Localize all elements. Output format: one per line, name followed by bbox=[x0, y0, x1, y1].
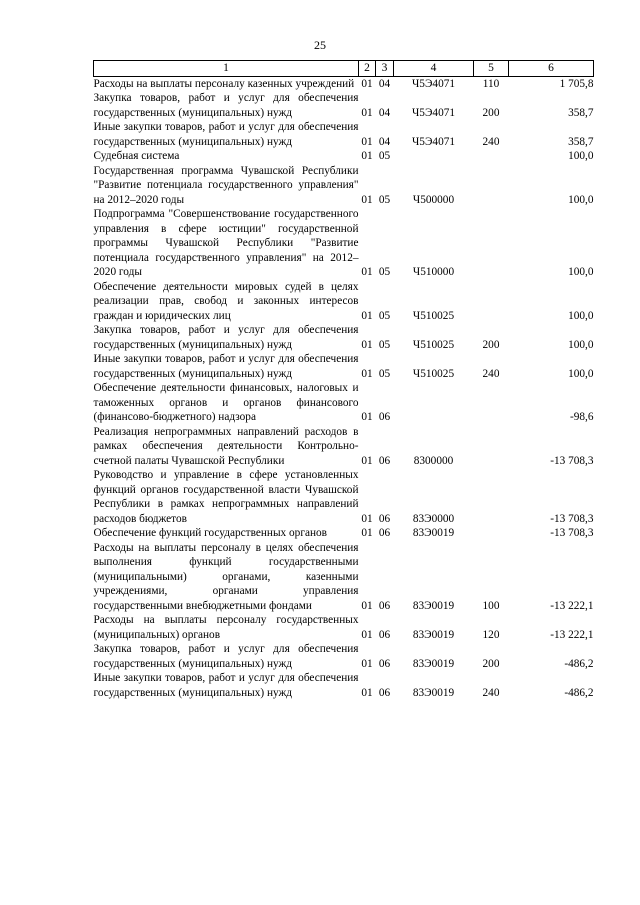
row-name-cell: Закупка товаров, работ и услуг для обеспечения государственных (муниципальных) нужд bbox=[93, 324, 359, 351]
row-name-cell: Обеспечение деятельности мировых судей в целях реализации прав, свобод и законных интересов граждан и юридических лиц bbox=[93, 280, 359, 322]
page-number: 25 bbox=[314, 38, 326, 52]
table-row bbox=[94, 526, 594, 541]
expense-type-cell: 240 bbox=[482, 135, 500, 148]
row-name-cell: Подпрограмма "Совершенствование государственного управления в сфере юстиции" государственной программы Чувашской Республики "Развитие потенциала государственного управления" на 2012–2020 годы bbox=[93, 208, 359, 278]
amount-cell: 1 705,8 bbox=[559, 77, 594, 90]
row-name-cell: Иные закупки товаров, работ и услуг для обеспечения государственных (муниципальных) нужд bbox=[93, 353, 359, 380]
amount-cell: -98,6 bbox=[569, 411, 594, 423]
subsection-code-cell: 05 bbox=[378, 193, 391, 206]
section-code-cell: 01 bbox=[361, 266, 373, 278]
row-name-cell: Расходы на выплаты персоналу государственных (муниципальных) органов bbox=[93, 614, 359, 641]
table-row bbox=[94, 381, 594, 425]
column-header: 6 bbox=[509, 61, 594, 77]
column-header: 5 bbox=[474, 61, 509, 77]
subsection-code-cell: 05 bbox=[378, 309, 391, 322]
row-name-cell: Иные закупки товаров, работ и услуг для обеспечения государственных (муниципальных) нужд bbox=[93, 672, 359, 699]
amount-cell: -13 708,3 bbox=[550, 527, 594, 539]
subsection-code-cell: 06 bbox=[378, 411, 391, 423]
row-name-cell: Государственная программа Чувашской Республики "Развитие потенциала государственного управления" на 2012–2020 годы bbox=[93, 164, 359, 206]
amount-cell: -486,2 bbox=[564, 657, 594, 670]
section-code-cell: 01 bbox=[361, 686, 373, 699]
row-name-cell: Расходы на выплаты персоналу казенных учреждений bbox=[93, 77, 355, 90]
subsection-code-cell: 05 bbox=[378, 150, 391, 162]
table-header-row bbox=[94, 61, 594, 77]
target-article-cell bbox=[394, 149, 474, 164]
table-row bbox=[94, 323, 594, 352]
section-code-cell: 01 bbox=[361, 338, 373, 351]
target-article-cell: Ч510000 bbox=[412, 266, 455, 278]
amount-cell: 100,0 bbox=[568, 193, 594, 206]
table-row bbox=[94, 671, 594, 700]
budget-table bbox=[93, 60, 594, 700]
expense-type-cell bbox=[474, 381, 509, 425]
expense-type-cell bbox=[474, 280, 509, 324]
section-code-cell: 01 bbox=[361, 135, 373, 148]
section-code-cell: 01 bbox=[361, 77, 373, 90]
subsection-code-cell: 05 bbox=[378, 338, 391, 351]
table-row bbox=[94, 642, 594, 671]
target-article-cell: 83Э0019 bbox=[412, 599, 455, 612]
amount-cell: 100,0 bbox=[568, 266, 594, 278]
expense-type-cell bbox=[474, 526, 509, 541]
expense-type-cell bbox=[474, 425, 509, 469]
row-name-cell: Обеспечение деятельности финансовых, налоговых и таможенных органов и органов финансового (финансово-бюджетного) надзора bbox=[93, 382, 359, 423]
expense-type-cell: 240 bbox=[482, 367, 500, 380]
target-article-cell: Ч510025 bbox=[412, 367, 455, 380]
row-name-cell: Иные закупки товаров, работ и услуг для обеспечения государственных (муниципальных) нужд bbox=[93, 121, 359, 148]
table-row bbox=[94, 280, 594, 324]
target-article-cell: Ч5Э4071 bbox=[411, 135, 456, 148]
table-row bbox=[94, 613, 594, 642]
table-row bbox=[94, 352, 594, 381]
row-name-cell: Обеспечение функций государственных органов bbox=[93, 527, 328, 539]
table-row bbox=[94, 164, 594, 208]
expense-type-cell: 200 bbox=[482, 106, 500, 119]
subsection-code-cell: 05 bbox=[378, 266, 391, 278]
row-name-cell: Закупка товаров, работ и услуг для обеспечения государственных (муниципальных) нужд bbox=[93, 92, 359, 119]
table-row bbox=[94, 120, 594, 149]
amount-cell: 100,0 bbox=[568, 367, 594, 380]
subsection-code-cell: 04 bbox=[378, 77, 391, 90]
table-row bbox=[94, 541, 594, 614]
target-article-cell: 8300000 bbox=[413, 454, 454, 467]
section-code-cell: 01 bbox=[361, 193, 373, 206]
subsection-code-cell: 06 bbox=[378, 628, 391, 641]
row-name-cell: Закупка товаров, работ и услуг для обеспечения государственных (муниципальных) нужд bbox=[93, 643, 359, 670]
amount-cell: 358,7 bbox=[568, 135, 594, 148]
expense-type-cell bbox=[474, 164, 509, 208]
section-code-cell: 01 bbox=[361, 599, 373, 612]
expense-type-cell: 240 bbox=[482, 686, 500, 699]
target-article-cell: 83Э0019 bbox=[412, 628, 455, 641]
subsection-code-cell: 05 bbox=[378, 367, 391, 380]
subsection-code-cell: 04 bbox=[378, 135, 391, 148]
section-code-cell: 01 bbox=[361, 106, 373, 119]
section-code-cell: 01 bbox=[361, 454, 373, 467]
amount-cell: 100,0 bbox=[568, 309, 594, 322]
column-header: 4 bbox=[394, 61, 474, 77]
expense-type-cell bbox=[474, 207, 509, 280]
expense-type-cell: 100 bbox=[482, 599, 500, 612]
amount-cell: -13 222,1 bbox=[550, 599, 594, 612]
amount-cell: -13 222,1 bbox=[550, 628, 594, 641]
table-row bbox=[94, 425, 594, 469]
section-code-cell: 01 bbox=[361, 309, 373, 322]
expense-type-cell: 110 bbox=[482, 77, 500, 90]
amount-cell: -486,2 bbox=[564, 686, 594, 699]
section-code-cell: 01 bbox=[361, 411, 373, 423]
amount-cell: 100,0 bbox=[568, 338, 594, 351]
row-name-cell: Реализация непрограммных направлений расходов в рамках обеспечения деятельности Контрольно-счетной палаты Чувашской Республики bbox=[93, 425, 359, 467]
section-code-cell: 01 bbox=[361, 150, 373, 162]
target-article-cell: Ч510025 bbox=[412, 309, 455, 322]
expense-type-cell: 200 bbox=[482, 338, 500, 351]
subsection-code-cell: 06 bbox=[378, 686, 391, 699]
target-article-cell: 83Э0019 bbox=[412, 527, 455, 539]
subsection-code-cell: 06 bbox=[378, 599, 391, 612]
amount-cell: 358,7 bbox=[568, 106, 594, 119]
table-row bbox=[94, 149, 594, 164]
section-code-cell: 01 bbox=[361, 512, 373, 525]
amount-cell: -13 708,3 bbox=[550, 454, 594, 467]
row-name-cell: Расходы на выплаты персоналу в целях обеспечения выполнения функций государственными (муниципальными) органами, казенными учреждениями, органами управления государственными внебюджетными фондами bbox=[93, 541, 359, 612]
subsection-code-cell: 06 bbox=[378, 512, 391, 525]
expense-type-cell: 120 bbox=[482, 628, 500, 641]
target-article-cell bbox=[394, 381, 474, 425]
amount-cell: 100,0 bbox=[568, 150, 594, 162]
target-article-cell: 83Э0000 bbox=[412, 512, 455, 525]
section-code-cell: 01 bbox=[361, 657, 373, 670]
row-name-cell: Руководство и управление в сфере установленных функций органов государственной власти Чувашской Республики в рамках непрограммных направлений расходов бюджетов bbox=[93, 469, 359, 525]
subsection-code-cell: 06 bbox=[378, 657, 391, 670]
amount-cell: -13 708,3 bbox=[550, 512, 594, 525]
column-header: 1 bbox=[94, 61, 359, 77]
target-article-cell: Ч510025 bbox=[412, 338, 455, 351]
section-code-cell: 01 bbox=[361, 367, 373, 380]
expense-type-cell bbox=[474, 149, 509, 164]
table-row bbox=[94, 91, 594, 120]
target-article-cell: 83Э0019 bbox=[412, 686, 455, 699]
section-code-cell: 01 bbox=[361, 527, 373, 539]
target-article-cell: Ч5Э4071 bbox=[411, 77, 456, 90]
column-header: 2 bbox=[359, 61, 376, 77]
table-row bbox=[94, 207, 594, 280]
target-article-cell: 83Э0019 bbox=[412, 657, 455, 670]
table-row bbox=[94, 468, 594, 526]
expense-type-cell: 200 bbox=[482, 657, 500, 670]
expense-type-cell bbox=[474, 468, 509, 526]
row-name-cell: Судебная система bbox=[93, 150, 180, 162]
subsection-code-cell: 06 bbox=[378, 527, 391, 539]
table-row bbox=[94, 76, 594, 91]
section-code-cell: 01 bbox=[361, 628, 373, 641]
subsection-code-cell: 06 bbox=[378, 454, 391, 467]
target-article-cell: Ч500000 bbox=[412, 193, 455, 206]
target-article-cell: Ч5Э4071 bbox=[411, 106, 456, 119]
column-header: 3 bbox=[376, 61, 394, 77]
subsection-code-cell: 04 bbox=[378, 106, 391, 119]
